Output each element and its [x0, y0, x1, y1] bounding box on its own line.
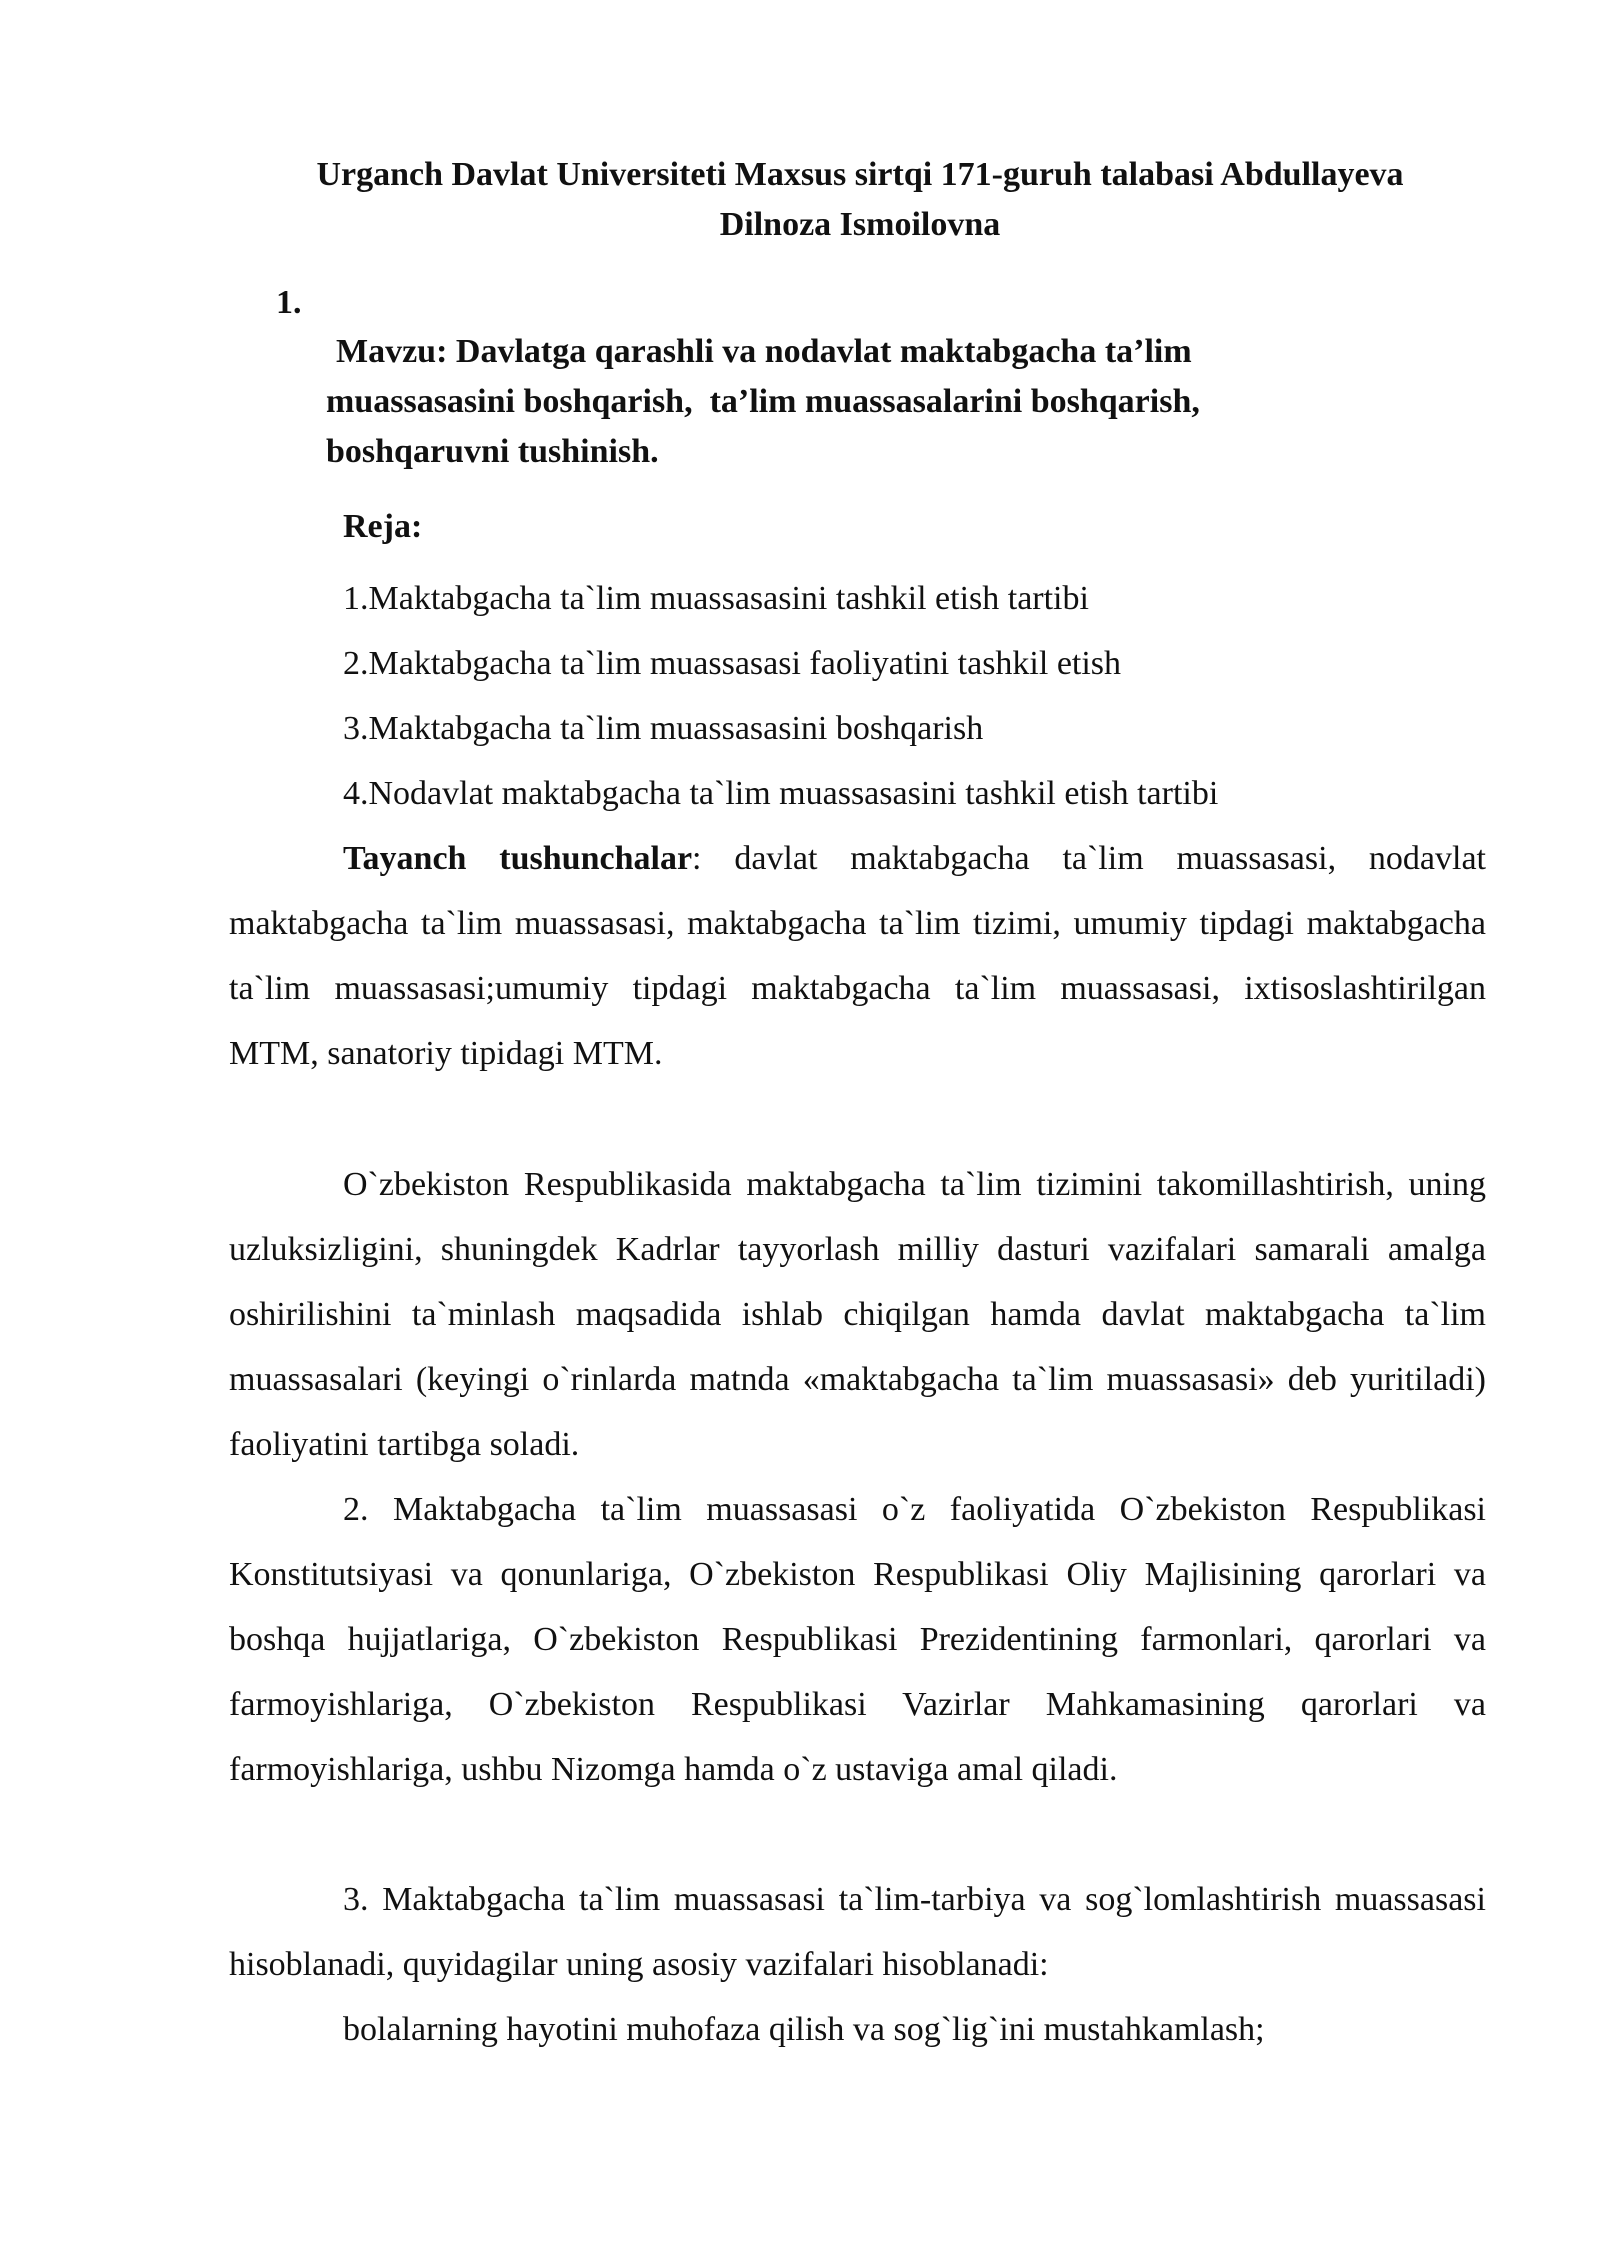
key-concepts-text: : davlat maktabgacha ta`lim muassasasi, nodavlat maktabgacha ta`lim muassasasi, maktabgacha ta`lim tizimi, umumiy tipdagi maktabgacha ta`lim muassasasi;umumiy tipdagi maktabgacha ta`lim muassasasi, ixtisoslashtirilgan MTM, sanatoriy tipidagi MTM.	[229, 840, 1486, 1072]
title-line-2: Dilnoza Ismoilovna	[719, 206, 1001, 243]
section-number: 1.	[276, 284, 302, 321]
topic-line-2: muassasasini boshqarish, ta’lim muassasalarini boshqarish,	[326, 383, 1200, 420]
plan-item: 2.Maktabgacha ta`lim muassasasi faoliyatini tashkil etish	[343, 645, 1122, 682]
intro-paragraph: O`zbekiston Respublikasida maktabgacha ta`lim tizimini takomillashtirish, uning uzluksizligini, shuningdek Kadrlar tayyorlash milliy dasturi vazifalari samarali amalga oshirilishini ta`minlash maqsadida ishlab chiqilgan hamda davlat maktabgacha ta`lim muassasalari (keyingi o`rinlarda matnda «maktabgacha ta`lim muassasasi» deb yuritiladi) faoliyatini tartibga soladi.	[229, 1166, 1486, 1463]
plan-item: 1.Maktabgacha ta`lim muassasasini tashkil etish tartibi	[343, 580, 1089, 617]
topic-line-3: boshqaruvni tushinish.	[326, 433, 659, 470]
plan-item: 4.Nodavlat maktabgacha ta`lim muassasasini tashkil etish tartibi	[343, 775, 1219, 812]
paragraph-4: bolalarning hayotini muhofaza qilish va sog`lig`ini mustahkamlash;	[343, 2011, 1265, 2048]
key-concepts-paragraph	[229, 826, 1486, 1086]
plan-item: 3.Maktabgacha ta`lim muassasasini boshqarish	[343, 710, 984, 747]
paragraph-3: 3. Maktabgacha ta`lim muassasasi ta`lim-tarbiya va sog`lomlashtirish muassasasi hisoblanadi, quyidagilar uning asosiy vazifalari hisoblanadi:	[229, 1881, 1486, 1983]
topic-heading	[326, 327, 1326, 477]
title-line-1: Urganch Davlat Universiteti Maxsus sirtqi 171-guruh talabasi Abdullayeva	[316, 156, 1404, 193]
document-title	[240, 150, 1480, 250]
paragraph-2: 2. Maktabgacha ta`lim muassasasi o`z faoliyatida O`zbekiston Respublikasi Konstitutsiyasi va qonunlariga, O`zbekiston Respublikasi Oliy Majlisining qarorlari va boshqa hujjatlariga, O`zbekiston Respublikasi Prezidentining farmonlari, qarorlari va farmoyishlariga, O`zbekiston Respublikasi Vazirlar Mahkamasining qarorlari va farmoyishlariga, ushbu Nizomga hamda o`z ustaviga amal qiladi.	[229, 1491, 1486, 1788]
plan-label: Reja:	[343, 508, 423, 545]
topic-line-1: Mavzu: Davlatga qarashli va nodavlat maktabgacha ta’lim	[336, 333, 1192, 370]
plan-list	[343, 566, 1218, 826]
key-concepts-label: Tayanch tushunchalar	[343, 840, 693, 877]
